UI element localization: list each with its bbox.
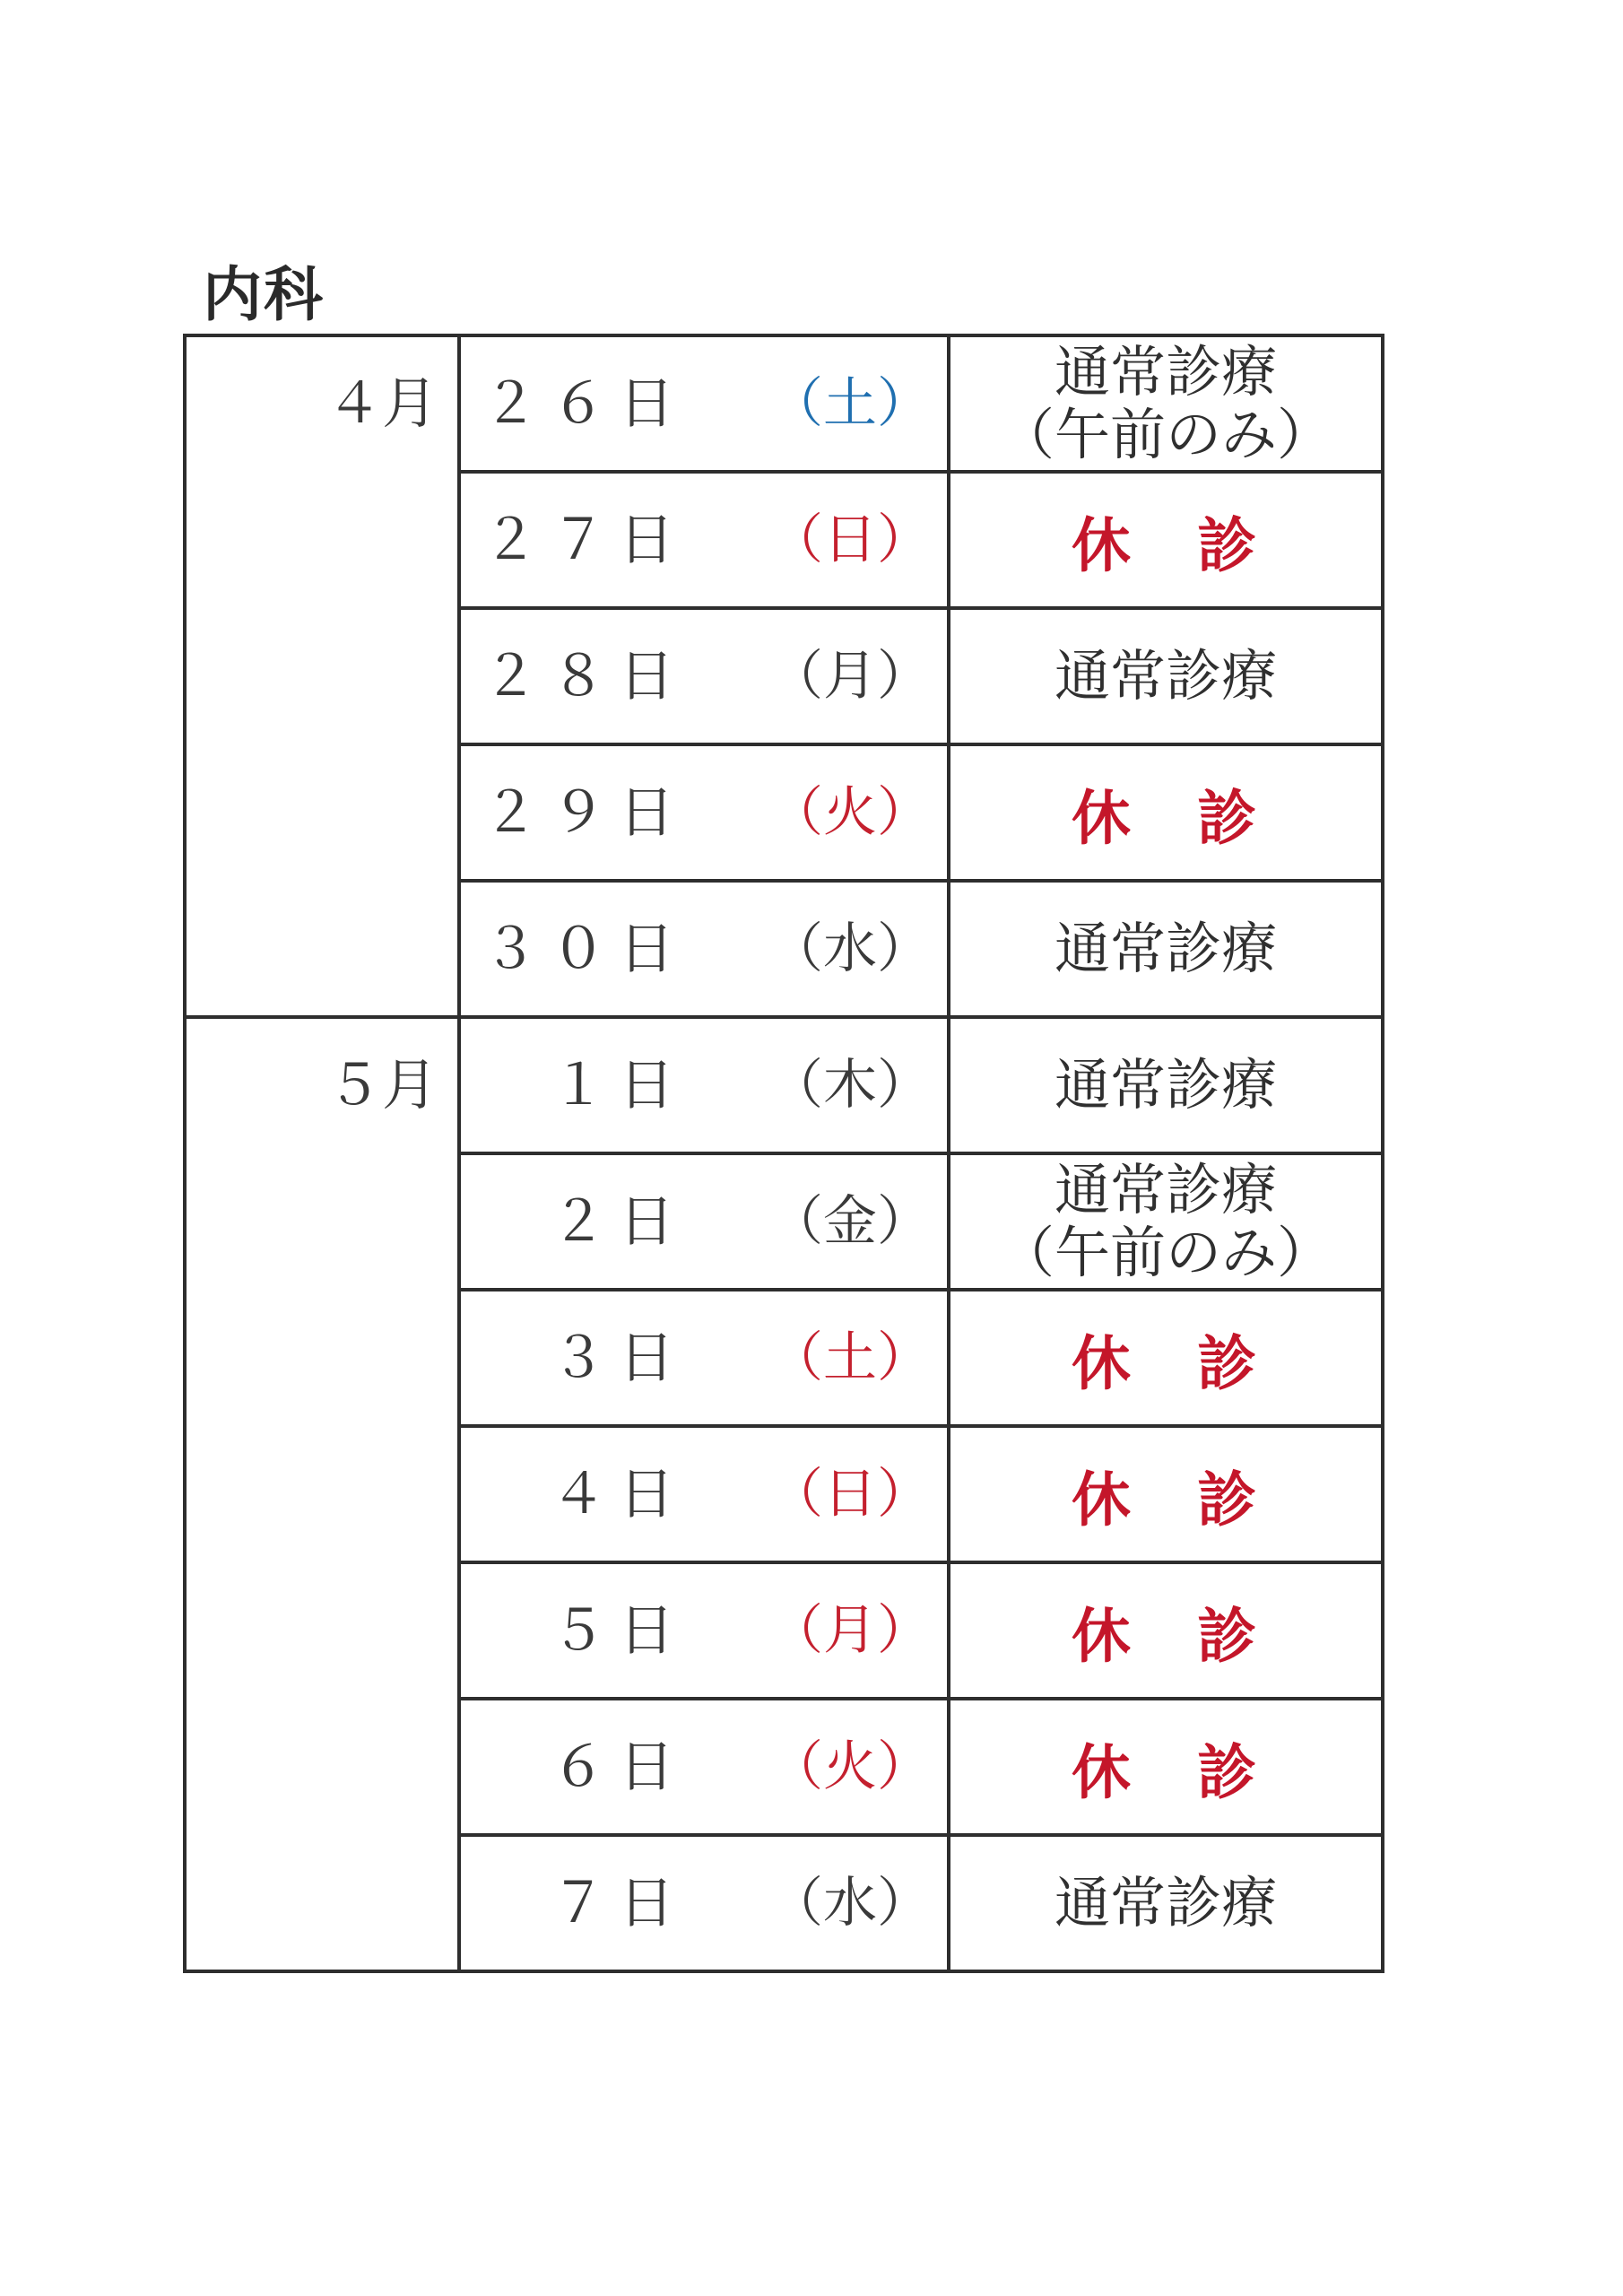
day-number: ６日 <box>550 1734 687 1799</box>
closed-status: 休 診 <box>1072 1601 1260 1671</box>
day-number: ４日 <box>550 1461 687 1526</box>
weekday-label: （月） <box>769 1599 931 1662</box>
table-row <box>185 335 1383 472</box>
status-cell <box>949 1017 1383 1153</box>
weekday-label: （火） <box>769 1735 931 1798</box>
status-cell <box>949 335 1383 472</box>
weekday-label: （水） <box>769 918 931 980</box>
date-cell <box>459 744 949 881</box>
regular-status: 通常診療 <box>1054 339 1277 404</box>
schedule-body <box>185 335 1383 1971</box>
weekday-label: （土） <box>769 372 931 435</box>
date-cell <box>459 1562 949 1699</box>
closed-status: 休 診 <box>1072 1465 1260 1535</box>
date-cell <box>459 1835 949 1971</box>
date-cell <box>459 1017 949 1153</box>
status-cell <box>949 1699 1383 1835</box>
status-note: （午前のみ） <box>998 402 1332 467</box>
weekday-label: （水） <box>769 1872 931 1935</box>
closed-status: 休 診 <box>1072 510 1260 580</box>
day-number: ２９日 <box>482 779 687 845</box>
date-cell <box>459 1699 949 1835</box>
page-title: 内科 <box>203 260 325 329</box>
regular-status: 通常診療 <box>1054 1052 1277 1118</box>
weekday-label: （日） <box>769 1463 931 1526</box>
schedule-table <box>183 334 1384 1973</box>
day-number: ２７日 <box>482 507 687 572</box>
weekday-label: （月） <box>769 645 931 708</box>
date-cell <box>459 472 949 608</box>
weekday-label: （木） <box>769 1054 931 1117</box>
regular-status: 通常診療 <box>1054 1157 1277 1222</box>
status-cell <box>949 744 1383 881</box>
regular-status: 通常診療 <box>1054 1870 1277 1935</box>
status-note: （午前のみ） <box>998 1220 1332 1285</box>
date-cell <box>459 335 949 472</box>
day-number: ２６日 <box>482 370 687 436</box>
regular-status: 通常診療 <box>1054 643 1277 709</box>
date-cell <box>459 608 949 744</box>
day-number: ２日 <box>550 1188 687 1254</box>
status-cell <box>949 1426 1383 1562</box>
month-label: ５月 <box>185 1017 459 1971</box>
day-number: １日 <box>550 1052 687 1118</box>
status-cell <box>949 472 1383 608</box>
regular-status: 通常診療 <box>1054 916 1277 981</box>
day-number: ５日 <box>550 1597 687 1663</box>
weekday-label: （金） <box>769 1190 931 1253</box>
date-cell <box>459 881 949 1017</box>
weekday-label: （日） <box>769 509 931 571</box>
date-cell <box>459 1290 949 1426</box>
day-number: ７日 <box>550 1870 687 1935</box>
date-cell <box>459 1153 949 1290</box>
table-row <box>185 1017 1383 1153</box>
weekday-label: （火） <box>769 781 931 844</box>
date-cell <box>459 1426 949 1562</box>
closed-status: 休 診 <box>1072 1328 1260 1398</box>
status-cell <box>949 1290 1383 1426</box>
status-cell <box>949 1562 1383 1699</box>
closed-status: 休 診 <box>1072 1737 1260 1807</box>
day-number: ２８日 <box>482 643 687 709</box>
status-cell <box>949 1153 1383 1290</box>
closed-status: 休 診 <box>1072 783 1260 853</box>
status-cell <box>949 1835 1383 1971</box>
status-cell <box>949 608 1383 744</box>
day-number: ３０日 <box>482 916 687 981</box>
status-cell <box>949 881 1383 1017</box>
day-number: ３日 <box>550 1325 687 1390</box>
weekday-label: （土） <box>769 1326 931 1389</box>
month-label: ４月 <box>185 335 459 1017</box>
